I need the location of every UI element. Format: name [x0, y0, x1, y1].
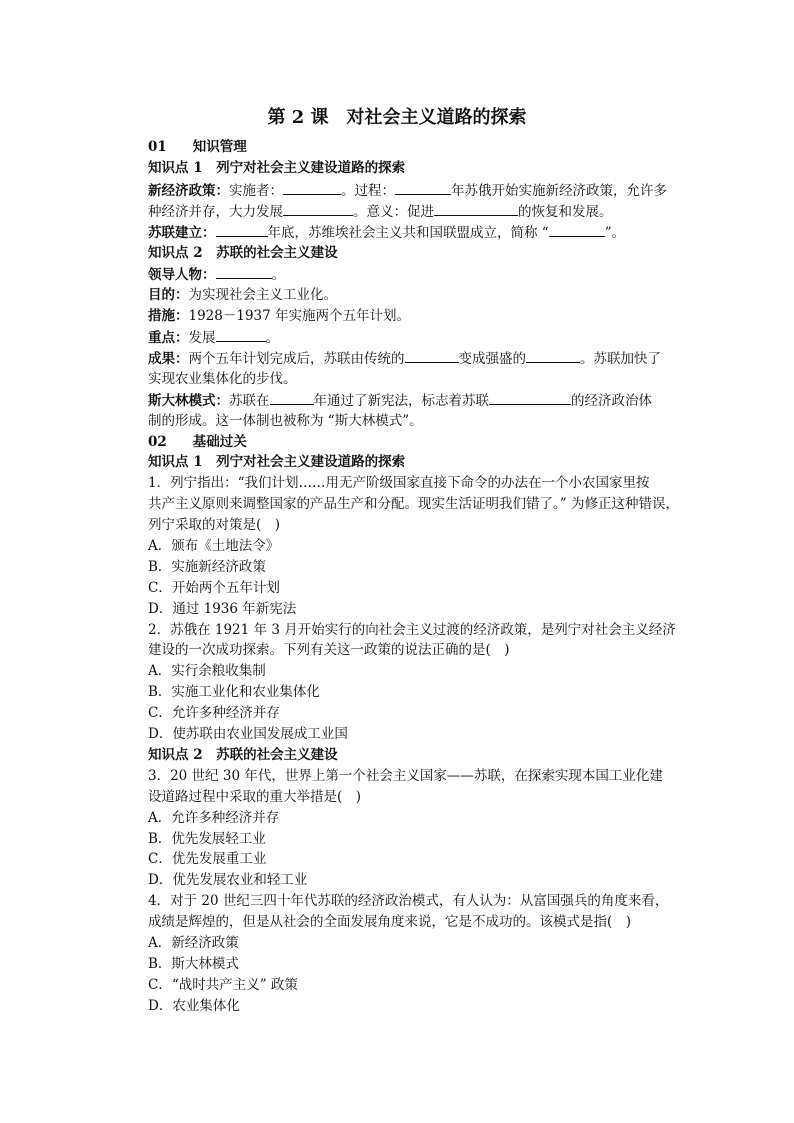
text: 。苏联加快了: [580, 351, 661, 367]
text: 实施者：: [229, 183, 283, 199]
blank: [270, 390, 314, 405]
q4-option: C．“战时共产主义” 政策: [148, 977, 298, 993]
text: 。: [271, 267, 285, 283]
q2-line-1: 2．苏俄在 1921 年 3 月开始实行的向社会主义过渡的经济政策，是列宁对社会主义经济: [148, 622, 676, 638]
q3-option: C．优先发展重工业: [148, 851, 267, 867]
q1-line-1: 1．列宁指出：“我们计划……用无产阶级国家直接下命令的办法在一个小农国家里按: [148, 475, 650, 491]
text: 的经济政治体: [571, 393, 652, 409]
text: ”。: [604, 225, 626, 241]
kp2-heading: 知识点 2 苏联的社会主义建设: [148, 245, 338, 261]
leader-label: 领导人物：: [148, 267, 216, 283]
section-number: 01: [148, 139, 167, 155]
text: 发展: [188, 330, 216, 346]
stalin-line: [148, 390, 652, 411]
blank: [216, 222, 268, 237]
blank: [283, 180, 341, 195]
text: 年通过了新宪法，标志着苏联: [313, 393, 489, 409]
q2-option: C．允许多种经济并存: [148, 705, 280, 721]
text: 。过程：: [341, 183, 395, 199]
goal-line: [148, 285, 337, 305]
blank: [216, 264, 272, 279]
blank: [489, 390, 571, 405]
section-number: 02: [148, 434, 167, 450]
result-line-2: 实现农业集体化的步伐。: [148, 371, 297, 387]
q3-line-2: 设道路过程中采取的重大举措是( ): [148, 789, 362, 805]
q2-option: D．使苏联由农业国发展成工业国: [148, 726, 348, 742]
q4-option: D．农业集体化: [148, 998, 240, 1014]
text: 种经济并存，大力发展: [148, 204, 283, 220]
text: 年苏俄开始实施新经济政策，允许多: [451, 183, 667, 199]
q2-option: B．实施工业化和农业集体化: [148, 684, 320, 700]
blank: [526, 348, 580, 363]
nep-line-2: [148, 201, 613, 222]
text: 。: [265, 330, 279, 346]
q1-line-3: 列宁采取的对策是( ): [148, 517, 281, 533]
q3-line-1: 3．20 世纪 30 年代，世界上第一个社会主义国家——苏联，在探索实现本国工业化建: [148, 768, 663, 784]
q1-option: D．通过 1936 年新宪法: [148, 601, 297, 617]
text: 1928－1937 年实施两个五年计划。: [188, 308, 411, 324]
q2-line-2: 建设的一次成功探索。下列有关这一政策的说法正确的是( ): [148, 642, 510, 658]
text: 的恢复和发展。: [518, 204, 613, 220]
result-line: [148, 348, 661, 369]
stalin-line-2: 制的形成。这一体制也被称为 “斯大林模式”。: [148, 413, 423, 429]
kp1-heading: 知识点 1 列宁对社会主义建设道路的探索: [148, 160, 406, 176]
blank: [216, 327, 266, 342]
q3-option: D．优先发展农业和轻工业: [148, 872, 308, 888]
leader-line: [148, 264, 285, 285]
text: 苏联在: [229, 393, 270, 409]
text: 两个五年计划完成后，苏联由传统的: [188, 351, 405, 367]
page-title: 第 2 课 对社会主义道路的探索: [267, 107, 527, 128]
ussr-label: 苏联建立：: [148, 225, 216, 241]
kp2b-heading: 知识点 2 苏联的社会主义建设: [148, 747, 338, 763]
q3-option: B．优先发展轻工业: [148, 831, 266, 847]
q3-option: A．允许多种经济并存: [148, 810, 280, 826]
stalin-label: 斯大林模式：: [148, 393, 229, 409]
section-label: 基础过关: [192, 434, 247, 450]
section-label: 知识管理: [192, 139, 247, 155]
q1-option: C．开始两个五年计划: [148, 580, 280, 596]
blank: [405, 348, 459, 363]
text: 变成强盛的: [458, 351, 526, 367]
q2-option: A．实行余粮收集制: [148, 663, 266, 679]
blank: [395, 180, 451, 195]
section-basics: [148, 432, 247, 452]
q4-line-1: 4．对于 20 世纪三四十年代苏联的经济政治模式，有人认为：从富国强兵的角度来看，: [148, 893, 669, 909]
q1-line-2: 共产主义原则来调整国家的产品生产和分配。现实生活证明我们错了。” 为修正这种错误，: [148, 496, 679, 512]
q1-option: A．颁布《土地法令》: [148, 538, 280, 554]
focus-label: 重点：: [148, 330, 189, 346]
text: 年底，苏维埃社会主义共和国联盟成立，简称 “: [267, 225, 549, 241]
measure-label: 措施：: [148, 308, 189, 324]
goal-label: 目的：: [148, 287, 189, 303]
blank: [549, 222, 605, 237]
q4-line-2: 成绩是辉煌的，但是从社会的全面发展角度来说，它是不成功的。该模式是指( ): [148, 914, 632, 930]
q4-option: A．新经济政策: [148, 935, 239, 951]
section-knowledge: [148, 137, 247, 157]
result-label: 成果：: [148, 351, 189, 367]
focus-line: [148, 327, 279, 348]
nep-line: [148, 180, 667, 201]
blank: [434, 201, 518, 216]
ussr-line: [148, 222, 625, 243]
text: 为实现社会主义工业化。: [188, 287, 337, 303]
q4-option: B．斯大林模式: [148, 956, 239, 972]
measure-line: [148, 306, 410, 326]
nep-label: 新经济政策：: [148, 183, 229, 199]
blank: [283, 201, 353, 216]
text: 。意义：促进: [353, 204, 434, 220]
q1-option: B．实施新经济政策: [148, 559, 266, 575]
kp1b-heading: 知识点 1 列宁对社会主义建设道路的探索: [148, 454, 406, 470]
